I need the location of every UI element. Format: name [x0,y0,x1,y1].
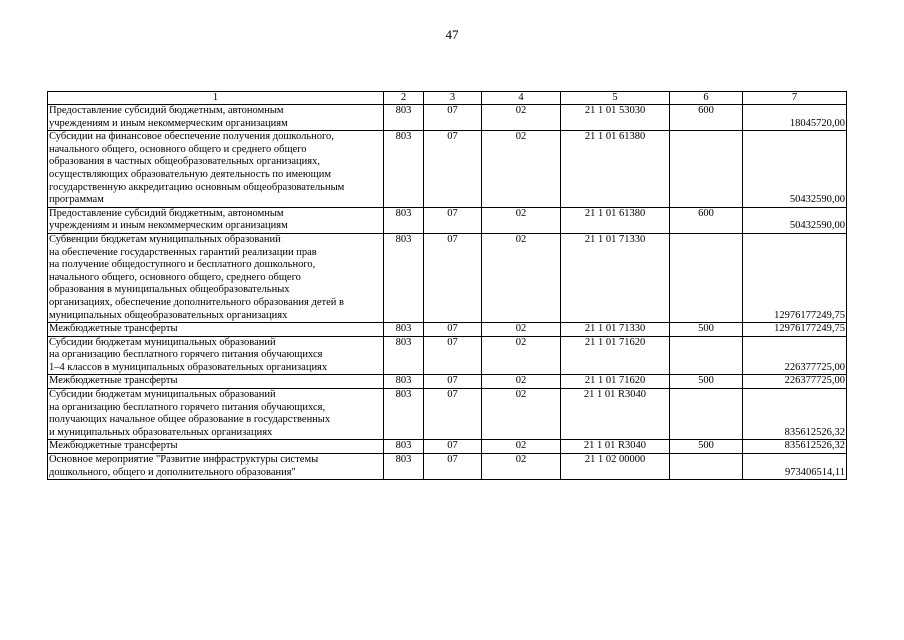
expense-type-cell: 600 [670,207,743,233]
ministry-code-cell: 803 [384,105,424,131]
item-name-cell [48,375,384,389]
item-name-line: Предоставление субсидий бюджетным, автономным [49,207,284,219]
section-code-cell: 07 [424,389,482,440]
section-code-cell: 07 [424,454,482,480]
target-article-cell: 21 1 01 61380 [561,207,670,233]
section-code-cell: 07 [424,233,482,322]
table-row [48,323,847,337]
item-name-line: образования в муниципальных общеобразовательных [49,284,290,296]
expense-type-cell [670,131,743,208]
target-article-cell: 21 1 01 R3040 [561,440,670,454]
item-name-line: на организацию бесплатного горячего питания обучающихся, [49,401,326,413]
item-name-line: начального общего, основного общего и среднего общего [49,143,307,155]
section-code-cell: 07 [424,131,482,208]
item-name-line: дошкольного, общего и дополнительного образования" [49,466,296,478]
subsection-code-cell: 02 [482,323,561,337]
item-name-line: государственную аккредитацию основным общеобразовательным [49,181,345,193]
target-article-cell: 21 1 01 71620 [561,375,670,389]
amount-cell: 835612526,32 [743,389,847,440]
item-name-cell [48,336,384,375]
table-row [48,389,847,440]
item-name-cell [48,233,384,322]
column-header: 4 [482,92,561,105]
item-name-line: муниципальных общеобразовательных организациях [49,309,288,321]
item-name-line: учреждениям и иным некоммерческим организациям [49,220,288,232]
item-name-line: Межбюджетные трансферты [49,375,178,387]
amount-cell: 50432590,00 [743,207,847,233]
target-article-cell: 21 1 01 61380 [561,131,670,208]
section-code-cell: 07 [424,323,482,337]
target-article-cell: 21 1 01 71330 [561,323,670,337]
ministry-code-cell: 803 [384,440,424,454]
expense-type-cell: 600 [670,105,743,131]
amount-cell: 18045720,00 [743,105,847,131]
item-name-line: программам [49,194,104,206]
expense-type-cell: 500 [670,375,743,389]
item-name-line: получающих начальное общее образование в государственных [49,414,331,426]
subsection-code-cell: 02 [482,389,561,440]
subsection-code-cell: 02 [482,454,561,480]
subsection-code-cell: 02 [482,105,561,131]
section-code-cell: 07 [424,105,482,131]
expense-type-cell [670,336,743,375]
subsection-code-cell: 02 [482,336,561,375]
expense-type-cell: 500 [670,323,743,337]
amount-cell: 973406514,11 [743,454,847,480]
ministry-code-cell: 803 [384,323,424,337]
table-row [48,375,847,389]
item-name-cell [48,323,384,337]
ministry-code-cell: 803 [384,207,424,233]
target-article-cell: 21 1 01 71620 [561,336,670,375]
table-header-row [48,92,847,105]
item-name-cell [48,454,384,480]
ministry-code-cell: 803 [384,336,424,375]
item-name-line: Межбюджетные трансферты [49,440,178,452]
subsection-code-cell: 02 [482,207,561,233]
amount-cell: 12976177249,75 [743,323,847,337]
ministry-code-cell: 803 [384,389,424,440]
table-row [48,131,847,208]
item-name-cell [48,440,384,454]
item-name-cell [48,105,384,131]
section-code-cell: 07 [424,375,482,389]
column-header: 6 [670,92,743,105]
ministry-code-cell: 803 [384,131,424,208]
item-name-line: 1–4 классов в муниципальных образовательных организациях [49,361,328,373]
item-name-line: Основное мероприятие "Развитие инфраструктуры системы [49,454,319,466]
column-header: 1 [48,92,384,105]
item-name-line: учреждениям и иным некоммерческим организациям [49,117,288,129]
ministry-code-cell: 803 [384,375,424,389]
expense-type-cell [670,389,743,440]
subsection-code-cell: 02 [482,131,561,208]
ministry-code-cell: 803 [384,233,424,322]
subsection-code-cell: 02 [482,233,561,322]
amount-cell: 50432590,00 [743,131,847,208]
item-name-line: на обеспечение государственных гарантий реализации прав [49,246,317,258]
column-header: 3 [424,92,482,105]
target-article-cell: 21 1 01 71330 [561,233,670,322]
amount-cell: 226377725,00 [743,336,847,375]
ministry-code-cell: 803 [384,454,424,480]
section-code-cell: 07 [424,336,482,375]
table-row [48,336,847,375]
target-article-cell: 21 1 02 00000 [561,454,670,480]
item-name-line: Субсидии бюджетам муниципальных образований [49,336,276,348]
item-name-line: Субвенции бюджетам муниципальных образований [49,233,281,245]
table-row [48,105,847,131]
amount-cell: 12976177249,75 [743,233,847,322]
page-number: 47 [445,27,459,42]
item-name-line: Субсидии на финансовое обеспечение получения дошкольного, [49,131,334,143]
column-header: 5 [561,92,670,105]
item-name-line: начального общего, основного общего, среднего общего [49,271,301,283]
amount-cell: 226377725,00 [743,375,847,389]
table-row [48,207,847,233]
target-article-cell: 21 1 01 53030 [561,105,670,131]
column-header: 2 [384,92,424,105]
target-article-cell: 21 1 01 R3040 [561,389,670,440]
amount-cell: 835612526,32 [743,440,847,454]
item-name-line: Субсидии бюджетам муниципальных образований [49,389,276,401]
subsection-code-cell: 02 [482,440,561,454]
item-name-cell [48,207,384,233]
item-name-line: организациях, обеспечение дополнительного образования детей в [49,296,344,308]
expense-type-cell [670,233,743,322]
item-name-line: образования в частных общеобразовательных организациях, [49,156,321,168]
item-name-line: на получение общедоступного и бесплатного дошкольного, [49,259,316,271]
item-name-cell [48,389,384,440]
item-name-line: на организацию бесплатного горячего питания обучающихся [49,349,323,361]
section-code-cell: 07 [424,207,482,233]
item-name-line: осуществляющих образовательную деятельность по имеющим [49,168,332,180]
subsection-code-cell: 02 [482,375,561,389]
table-row [48,454,847,480]
item-name-cell [48,131,384,208]
table-row [48,440,847,454]
section-code-cell: 07 [424,440,482,454]
expense-type-cell [670,454,743,480]
expense-type-cell: 500 [670,440,743,454]
table-row [48,233,847,322]
item-name-line: Межбюджетные трансферты [49,323,178,335]
budget-table [47,91,847,480]
item-name-line: и муниципальных образовательных организациях [49,426,273,438]
column-header: 7 [743,92,847,105]
item-name-line: Предоставление субсидий бюджетным, автономным [49,105,284,116]
